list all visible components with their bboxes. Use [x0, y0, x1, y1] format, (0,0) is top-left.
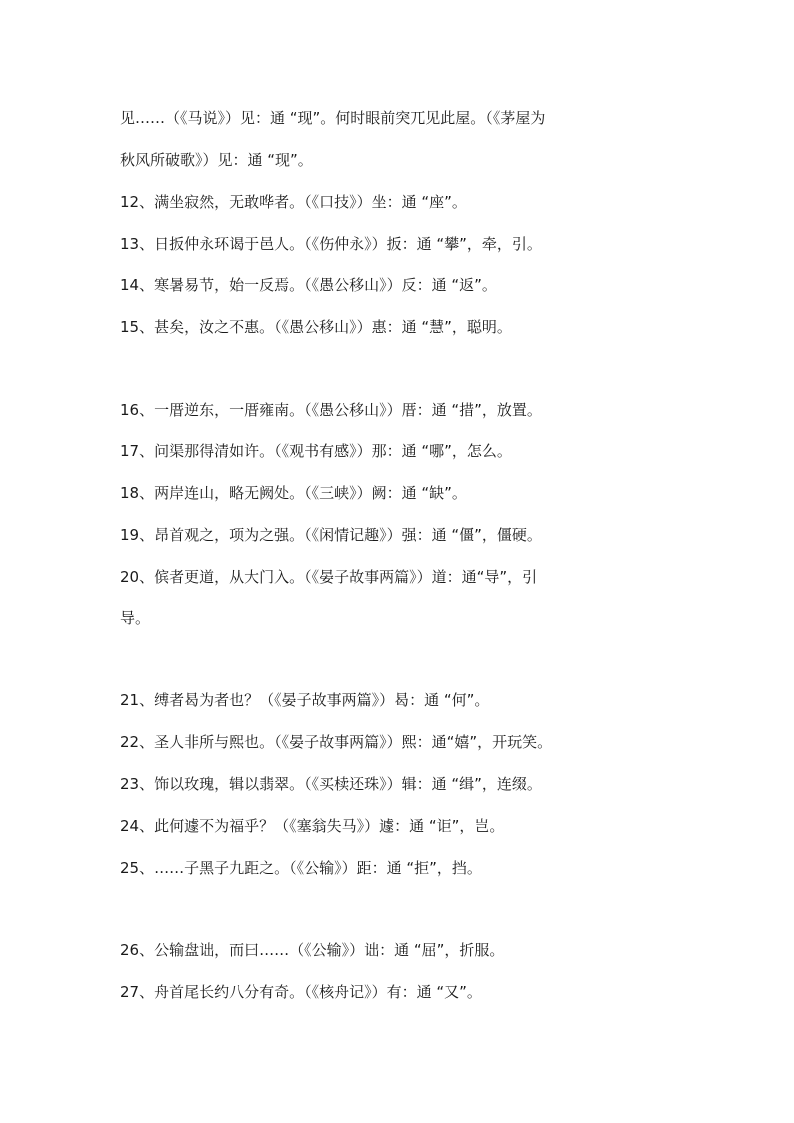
text-line: 20、傧者更道，从大门入。（《晏子故事两篇》）道：通“导”，引 — [120, 568, 538, 586]
text-line: 26、公输盘诎，而曰……（《公输》）诎：通 “屈”，折服。 — [120, 941, 505, 959]
text-line: 17、问渠那得清如许。（《观书有感》）那：通 “哪”，怎么。 — [120, 442, 512, 460]
text-line: 24、此何遽不为福乎？（《塞翁失马》）遽：通 “讵”，岂。 — [120, 817, 505, 835]
text-line: 19、昂首观之，项为之强。（《闲情记趣》）强：通 “僵”，僵硬。 — [120, 526, 542, 544]
text-line: 27、舟首尾长约八分有奇。（《核舟记》）有：通 “又”。 — [120, 983, 482, 1001]
text-line: 18、两岸连山，略无阙处。（《三峡》）阙：通 “缺”。 — [120, 484, 467, 502]
text-line: 13、日扳仲永环谒于邑人。（《伤仲永》）扳：通 “攀”，牵，引。 — [120, 235, 542, 253]
text-line: 见……（《马说》）见：通 “现”。何时眼前突兀见此屋。（《茅屋为 — [120, 109, 546, 127]
text-line: 25、……子黑子九距之。（《公输》）距：通 “拒”，挡。 — [120, 859, 482, 877]
text-line: 导。 — [120, 609, 151, 627]
text-line: 22、圣人非所与熙也。（《晏子故事两篇》）熙：通“嬉”，开玩笑。 — [120, 733, 553, 751]
text-line: 16、一厝逆东，一厝雍南。（《愚公移山》）厝：通 “措”，放置。 — [120, 401, 542, 419]
text-line: 12、满坐寂然，无敢哗者。（《口技》）坐：通 “座”。 — [120, 193, 467, 211]
text-line: 14、寒暑易节，始一反焉。（《愚公移山》）反：通 “返”。 — [120, 276, 497, 294]
text-line: 23、饰以玫瑰，辑以翡翠。（《买椟还珠》）辑：通 “缉”，连缀。 — [120, 775, 542, 793]
text-line: 15、甚矣，汝之不惠。（《愚公移山》）惠：通 “慧”，聪明。 — [120, 318, 512, 336]
text-line: 21、缚者曷为者也？（《晏子故事两篇》）曷：通 “何”。 — [120, 691, 490, 709]
text-line: 秋风所破歌》）见：通 “现”。 — [120, 151, 313, 169]
